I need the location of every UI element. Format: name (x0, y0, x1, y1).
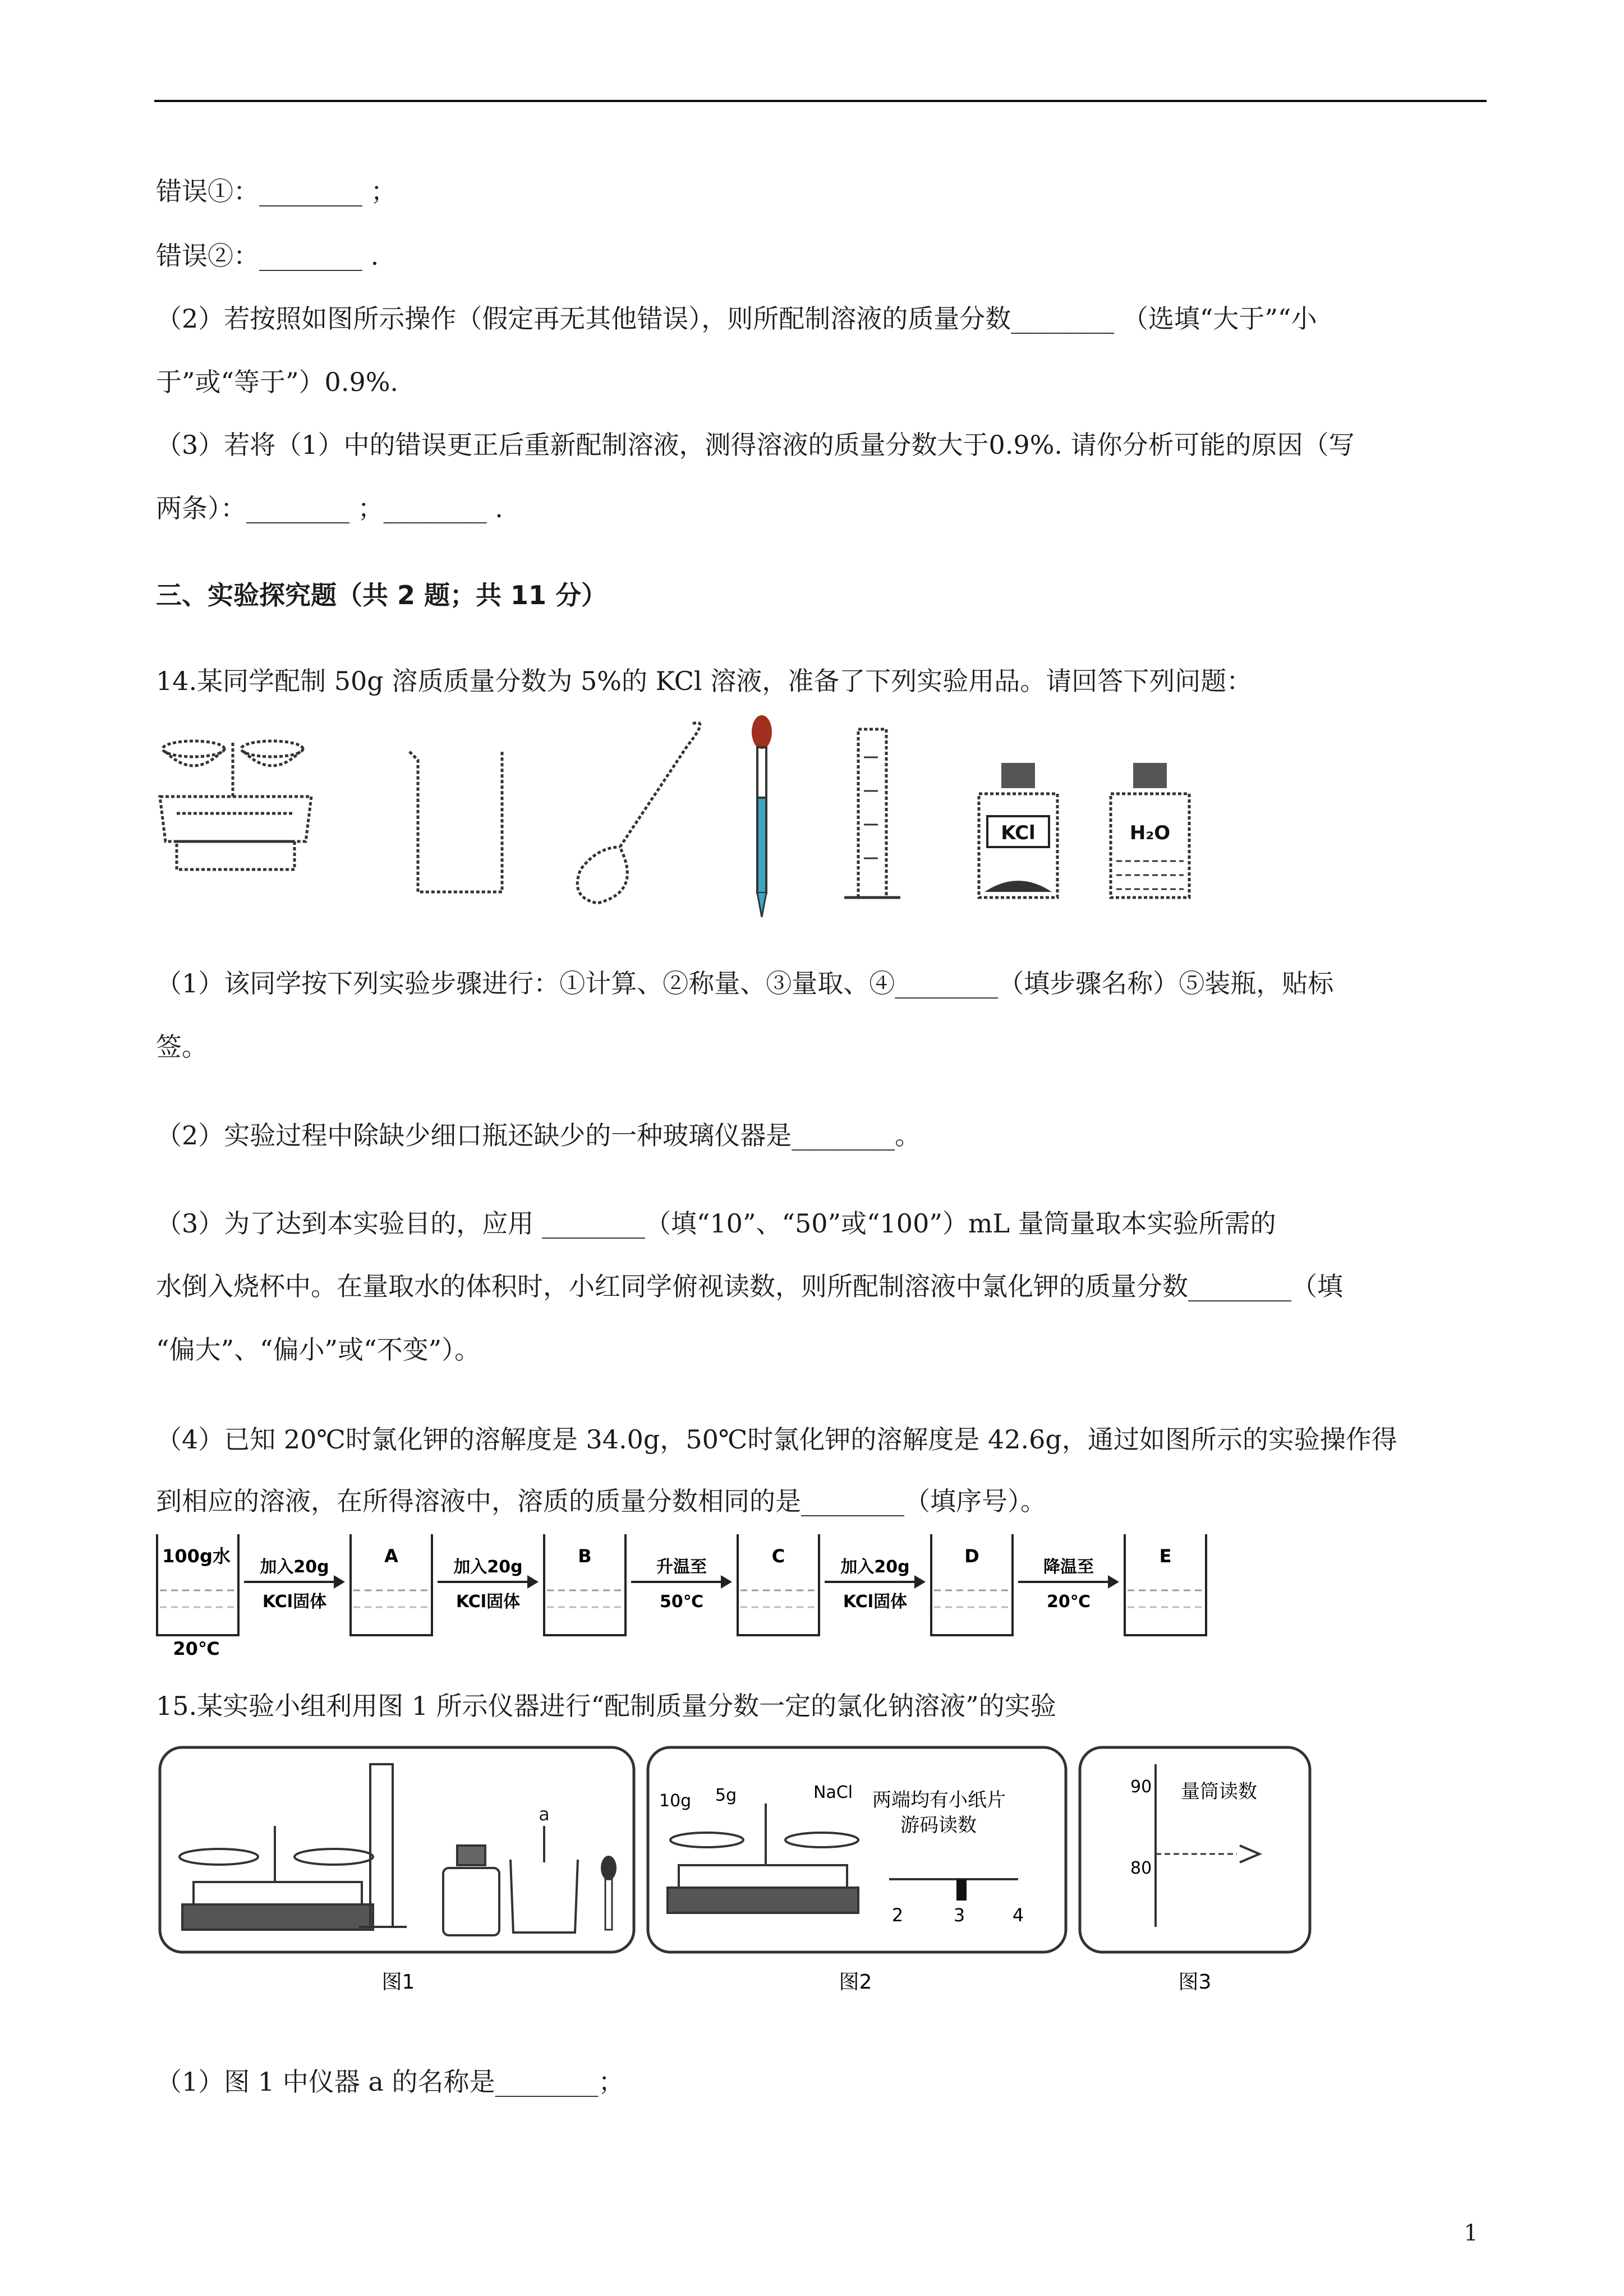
nacl-label: NaCl (813, 1783, 853, 1802)
graduated-cylinder-icon (359, 1764, 407, 1927)
cylinder-reading-note: 量筒读数 (1181, 1780, 1257, 1803)
figure-3 (1080, 1747, 1310, 1994)
problem-14-part-3-line-3: “偏大”、“偏小”或“不变”）。 (156, 1335, 481, 1365)
problem-14-part-3-line-2: 水倒入烧杯中。在量取水的体积时，小红同学俯视读数，则所配制溶液中氯化钾的质量分数________（填 (156, 1271, 1343, 1301)
flow-arrow-top-label: 加入20g (453, 1557, 523, 1577)
balance-icon (180, 1826, 373, 1930)
flow-arrow-bottom-label: KCl固体 (456, 1592, 521, 1612)
problem-14-part-2: （2）实验过程中除缺少细口瓶还缺少的一种玻璃仪器是________。 (156, 1120, 921, 1151)
paper-note: 两端均有小纸片 (872, 1789, 1006, 1811)
start-label: 100g水 (162, 1545, 231, 1567)
flow-arrow (631, 1557, 732, 1612)
problem-14-part-1-line-1: （1）该同学按下列实验步骤进行：①计算、②称量、③量取、④________（填步骤名称）⑤装瓶，贴标 (156, 968, 1334, 999)
weight-5g-label: 5g (715, 1786, 737, 1805)
header-rule (154, 100, 1487, 102)
flow-beaker-label: C (771, 1545, 785, 1567)
scale-2: 2 (891, 1904, 904, 1926)
figure-3-caption: 图3 (1178, 1971, 1212, 1994)
kcl-label: KCl (1001, 822, 1036, 844)
figure-2 (648, 1747, 1066, 1994)
error-2-line: 错误②：________ . (156, 241, 379, 271)
mark-80: 80 (1130, 1858, 1152, 1878)
flow-arrow (825, 1557, 926, 1612)
balance-icon (668, 1803, 858, 1913)
beaker-icon (410, 752, 502, 892)
flow-arrow (244, 1557, 345, 1612)
water-bottle-icon (1111, 763, 1189, 898)
beaker-icon (510, 1803, 578, 1932)
flow-arrow (1018, 1557, 1119, 1612)
flow-arrow-bottom-label: 50℃ (659, 1592, 704, 1612)
mark-90: 90 (1130, 1777, 1152, 1797)
flow-arrow-top-label: 升温至 (656, 1557, 707, 1577)
dropper-icon (752, 715, 772, 917)
problem-14-part-4-line-2: 到相应的溶液，在所得溶液中，溶质的质量分数相同的是________（填序号）。 (156, 1486, 1046, 1516)
figure-2-caption: 图2 (839, 1971, 872, 1994)
problem-14-part-4-line-1: （4）已知 20℃时氯化钾的溶解度是 34.0g，50℃时氯化钾的溶解度是 42.6g，通过如图所示的实验操作得 (156, 1424, 1397, 1455)
scale-4: 4 (1012, 1904, 1024, 1926)
section-heading: 三、实验探究题（共 2 题；共 11 分） (156, 580, 608, 610)
flow-beaker-e (1125, 1534, 1206, 1635)
flow-beaker-a (351, 1534, 432, 1635)
rider-reading-note: 游码读数 (900, 1814, 977, 1837)
problem-14-stem: 14.某同学配制 50g 溶质质量分数为 5%的 KCl 溶液，准备了下列实验用品。请回答下列问题： (156, 666, 1253, 696)
problem-15-part-1: （1）图 1 中仪器 a 的名称是________； (156, 2067, 624, 2097)
flow-arrow-top-label: 加入20g (260, 1557, 329, 1577)
scale-3: 3 (953, 1904, 965, 1926)
page-number: 1 (1464, 2220, 1478, 2246)
start-beaker (157, 1534, 238, 1658)
question-3-line-2: 两条）：________ ；________ . (156, 493, 503, 523)
eye-icon (1240, 1846, 1259, 1862)
problem-14-part-3-line-1: （3）为了达到本实验目的，应用 ________（填“10”、“50”或“100”）mL 量筒量取本实验所需的 (156, 1208, 1276, 1239)
problem-14-part-1-line-2: 签。 (156, 1032, 208, 1062)
flow-beaker-label: A (384, 1545, 398, 1567)
reagent-bottle-icon (443, 1846, 499, 1935)
flow-beaker-label: D (964, 1545, 979, 1567)
flow-arrow-bottom-label: 20℃ (1046, 1592, 1091, 1612)
label-a: a (539, 1803, 550, 1825)
error-1-line: 错误①：________ ； (156, 176, 397, 206)
dropper-icon (601, 1856, 617, 1930)
flow-beaker-c (738, 1534, 819, 1635)
balance-icon (160, 740, 311, 869)
start-temp: 20℃ (173, 1638, 220, 1658)
flow-arrow (438, 1557, 539, 1612)
rider-scale (889, 1879, 1024, 1926)
weight-10g-label: 10g (659, 1791, 692, 1811)
figure-1 (160, 1747, 634, 1994)
flow-beaker-b (544, 1534, 625, 1635)
flow-arrow-bottom-label: KCl固体 (843, 1592, 908, 1612)
question-3-line-1: （3）若将（1）中的错误更正后重新配制溶液，测得溶液的质量分数大于0.9%. 请你分析可能的原因（写 (156, 430, 1355, 460)
kcl-bottle-icon (979, 763, 1057, 898)
problem-15-figures (154, 1742, 1332, 2005)
apparatus-row (154, 707, 1276, 917)
figure-1-caption: 图1 (381, 1971, 415, 1994)
spatula-icon (577, 723, 700, 903)
graduated-cylinder-icon (844, 729, 900, 898)
problem-15-stem: 15.某实验小组利用图 1 所示仪器进行“配制质量分数一定的氯化钠溶液”的实验 (156, 1691, 1056, 1721)
flow-beaker-label: B (578, 1545, 592, 1567)
flow-arrow-bottom-label: KCl固体 (262, 1592, 327, 1612)
flow-beaker-d (931, 1534, 1013, 1635)
dissolution-flow-diagram (154, 1529, 1220, 1658)
water-label: H₂O (1129, 822, 1171, 844)
question-2-line-2: 于”或“等于”）0.9%. (156, 367, 399, 397)
flow-arrow-top-label: 降温至 (1043, 1557, 1094, 1577)
flow-beaker-label: E (1159, 1545, 1172, 1567)
flow-arrow-top-label: 加入20g (840, 1557, 910, 1577)
question-2-line-1: （2）若按照如图所示操作（假定再无其他错误），则所配制溶液的质量分数________ （选填“大于”“小 (156, 303, 1317, 334)
